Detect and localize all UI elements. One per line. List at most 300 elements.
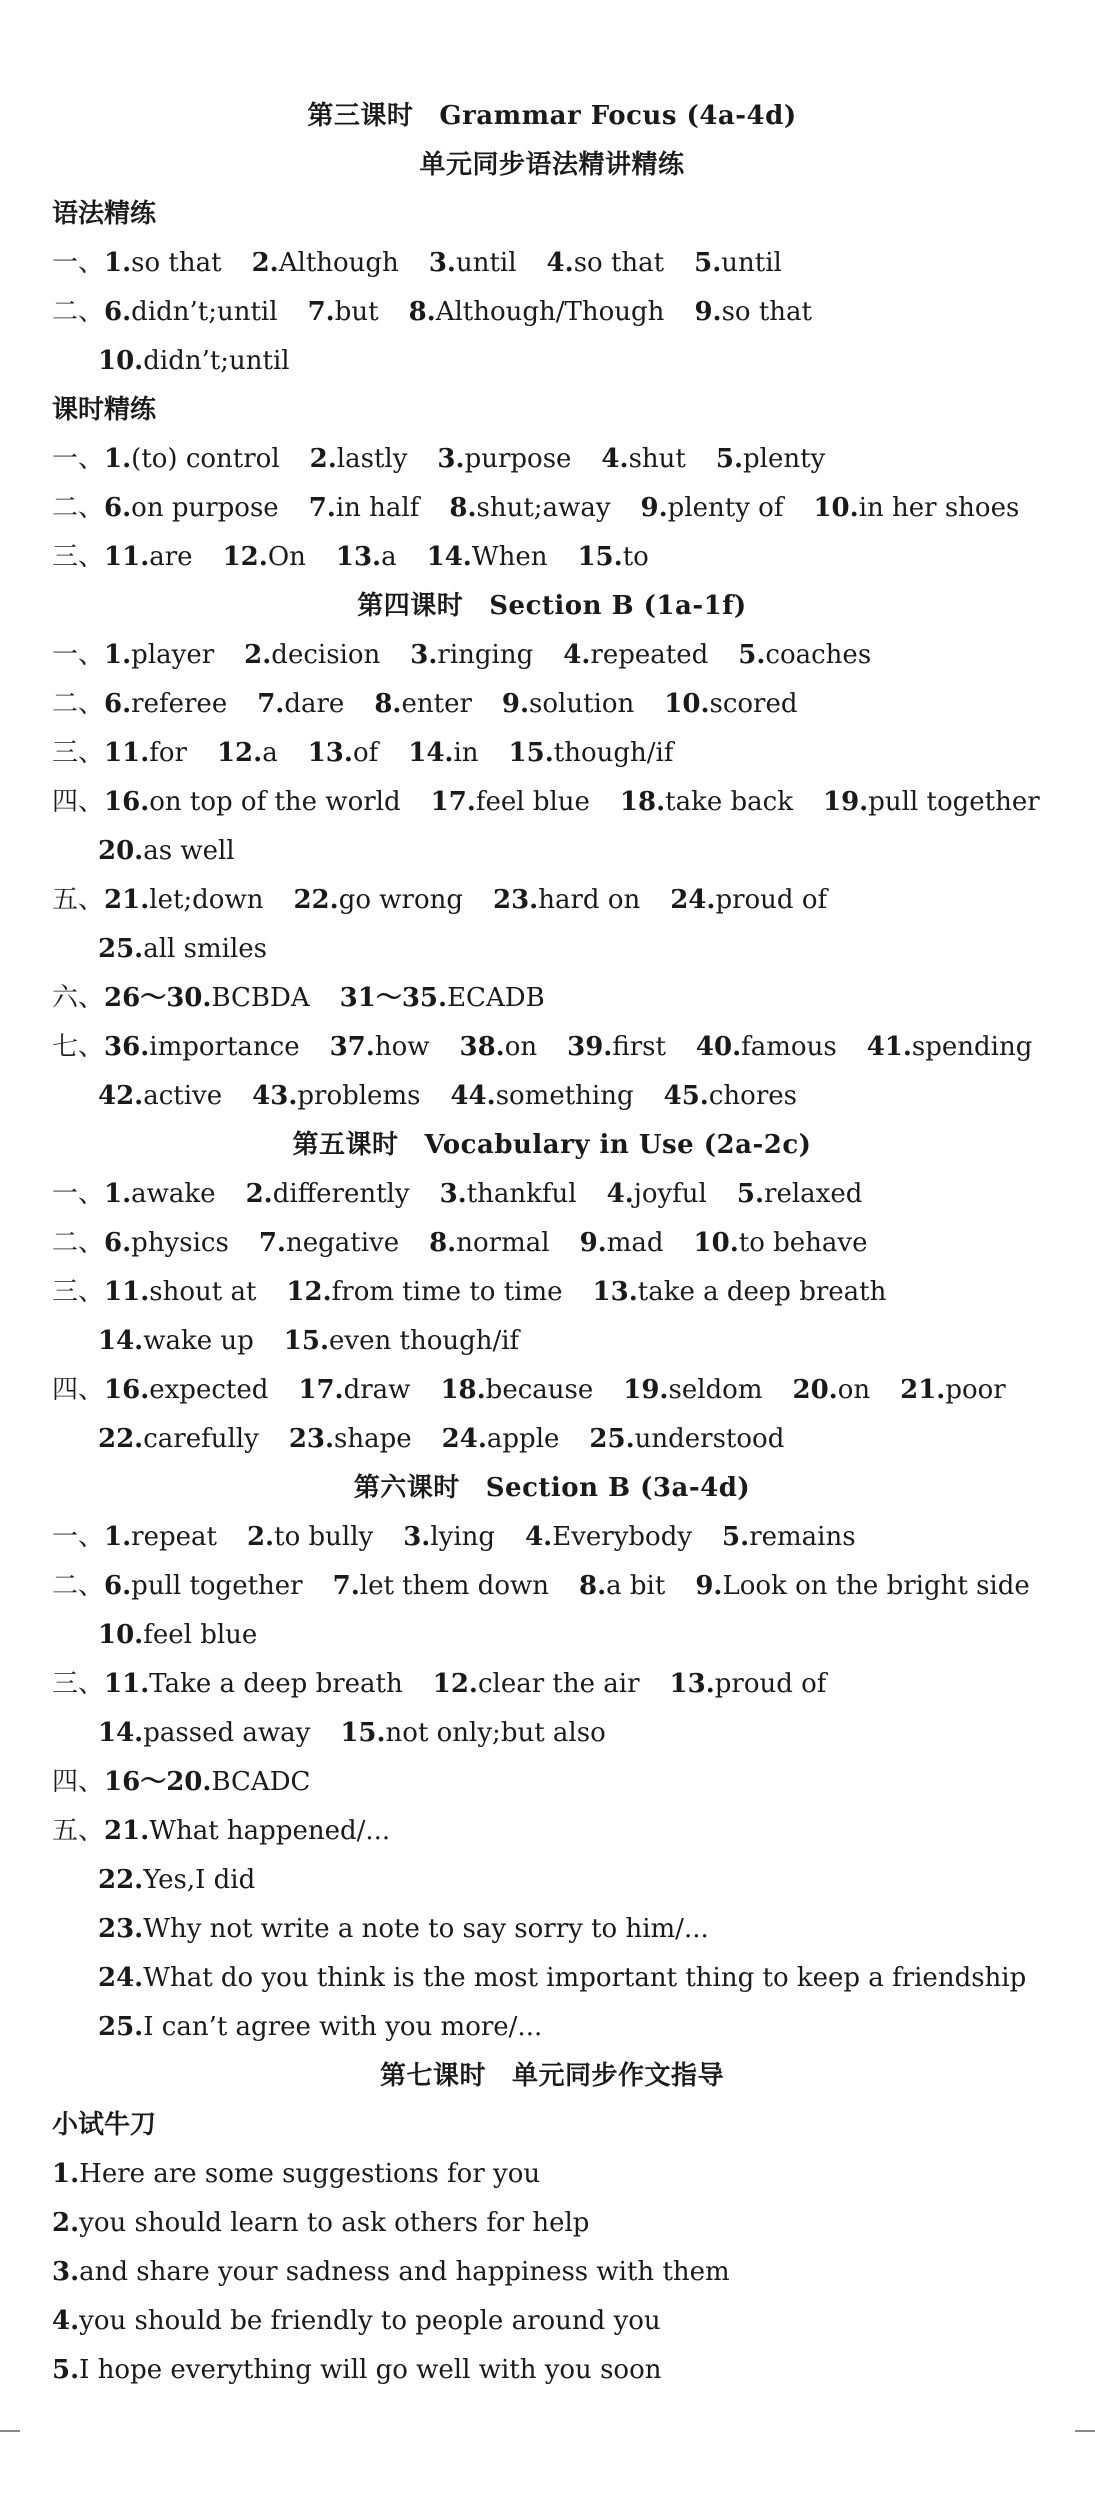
question-number: 40.: [695, 1032, 742, 1062]
question-number: 4.: [546, 248, 574, 278]
answer-item: [104, 1170, 216, 1219]
question-number: 11.: [104, 1277, 150, 1307]
answer-text: Look on the bright side: [722, 1571, 1030, 1601]
answer-text: apple: [486, 1424, 560, 1454]
answer-text: Why not write a note to say sorry to him/...: [143, 1914, 709, 1944]
answer-item: [104, 484, 279, 533]
answer-text: spending: [911, 1032, 1033, 1062]
answer-text: repeat: [131, 1522, 217, 1552]
question-number: 24.: [441, 1424, 487, 1454]
answer-item: [695, 1562, 1029, 1611]
question-number: 20.: [792, 1375, 838, 1405]
answer-item: [589, 1415, 784, 1464]
answer-item: [104, 680, 227, 729]
question-number: 42.: [98, 1081, 144, 1111]
answer-item: [450, 1072, 633, 1121]
answer-text: a bit: [606, 1571, 666, 1601]
question-number: 6.: [104, 689, 132, 719]
answer-text: dare: [284, 689, 345, 719]
question-number: 25.: [98, 2012, 144, 2042]
answer-item: [737, 1170, 862, 1219]
question-number: 8.: [578, 1571, 607, 1601]
answer-item: [246, 1170, 410, 1219]
question-number: 8.: [408, 297, 436, 327]
answer-line: [52, 925, 1052, 974]
answer-item: [459, 1023, 537, 1072]
answer-line: [52, 827, 1052, 876]
answer-text: shut;away: [476, 493, 611, 523]
answer-text: problems: [297, 1081, 421, 1111]
answer-item: [252, 239, 399, 288]
question-number: 14.: [98, 1718, 144, 1748]
question-number: 24.: [670, 885, 716, 915]
answer-text: enter: [401, 689, 472, 719]
answer-line: [52, 239, 1052, 288]
answer-line: [52, 1317, 1052, 1366]
answer-text: Yes,I did: [143, 1865, 256, 1895]
answer-item: [403, 1513, 495, 1562]
question-number: 1.: [104, 1179, 132, 1209]
answer-text: first: [612, 1032, 666, 1062]
answer-item: [694, 239, 782, 288]
question-number: 9.: [695, 1571, 723, 1601]
answer-text: I can’t agree with you more/...: [143, 2012, 543, 2042]
question-number: 7.: [257, 689, 285, 719]
section-title: [52, 92, 1052, 141]
question-group-prefix: 一、: [52, 1179, 105, 1209]
question-number: 1.: [104, 1522, 132, 1552]
question-group-prefix: 二、: [52, 297, 105, 327]
question-number: 41.: [866, 1032, 912, 1062]
answer-text: a: [381, 542, 397, 572]
answer-text: clear the air: [477, 1669, 640, 1699]
question-number: 7.: [258, 1228, 286, 1258]
answer-item: [792, 1366, 870, 1415]
answer-item: [429, 239, 517, 288]
question-number: 3.: [52, 2257, 80, 2287]
answer-item: [52, 2297, 661, 2346]
answer-text: on top of the world: [149, 787, 401, 817]
answer-text: hard on: [538, 885, 641, 915]
answer-text: draw: [343, 1375, 411, 1405]
question-number: 4.: [601, 444, 629, 474]
answer-line: [52, 533, 1052, 582]
answer-text: let;down: [149, 885, 264, 915]
answer-item: [98, 1415, 259, 1464]
question-number: 15.: [577, 542, 623, 572]
question-number: 16～20.: [104, 1767, 212, 1797]
question-number: 15.: [340, 1718, 386, 1748]
answer-text: in half: [335, 493, 420, 523]
answer-item: [308, 729, 379, 778]
question-number: 15.: [283, 1326, 330, 1356]
section-title-text: 单元同步作文指导: [512, 2061, 725, 2091]
answer-item: [104, 1660, 403, 1709]
answer-item: [664, 1072, 797, 1121]
question-number: 2.: [251, 248, 279, 278]
question-number: 14.: [98, 1326, 144, 1356]
question-group-prefix: 二、: [52, 493, 105, 523]
page-edge-mark-left: [0, 2430, 20, 2432]
question-number: 13.: [307, 738, 353, 768]
question-group-prefix: 二、: [52, 1571, 105, 1601]
answer-item: [217, 729, 278, 778]
answer-text: (to) control: [131, 444, 280, 474]
question-number: 10.: [693, 1228, 739, 1258]
answer-text: thankful: [466, 1179, 577, 1209]
section-title-text: Section B (3a-4d): [485, 1473, 751, 1503]
answer-line: [52, 1709, 1052, 1758]
answer-item: [244, 631, 380, 680]
answer-item: [104, 239, 222, 288]
section-title-text: 第三课时: [307, 101, 414, 131]
question-number: 43.: [252, 1081, 298, 1111]
answer-text: though/if: [553, 738, 674, 768]
answer-line: [52, 1611, 1052, 1660]
question-number: 12.: [216, 738, 263, 768]
question-number: 12.: [432, 1669, 478, 1699]
subsection-label: 语法精练: [52, 199, 157, 229]
answer-item: [98, 1905, 709, 1954]
answer-item: [104, 631, 214, 680]
answer-item: [716, 435, 825, 484]
question-number: 3.: [437, 444, 465, 474]
answer-item: [223, 533, 306, 582]
question-number: 5.: [715, 444, 744, 474]
answer-text: BCBDA: [211, 983, 310, 1013]
section-title: [52, 2052, 1052, 2101]
question-number: 36.: [104, 1032, 150, 1062]
answer-text: so that: [721, 297, 812, 327]
question-number: 10.: [664, 689, 710, 719]
answer-item: [429, 1219, 549, 1268]
question-number: 23.: [98, 1914, 144, 1944]
answer-line: [52, 1758, 1052, 1807]
answer-text: What happened/...: [149, 1816, 391, 1846]
answer-line: [52, 1366, 1052, 1415]
answer-text: remains: [749, 1522, 856, 1552]
question-number: 17.: [430, 787, 476, 817]
answer-text: Everybody: [552, 1522, 693, 1552]
question-number: 22.: [98, 1865, 144, 1895]
answer-item: [98, 2003, 542, 2052]
answer-item: [900, 1366, 1006, 1415]
question-number: 44.: [450, 1081, 496, 1111]
question-number: 13.: [592, 1277, 638, 1307]
question-group-prefix: 四、: [52, 1767, 105, 1797]
question-number: 1.: [104, 640, 132, 670]
answer-text: to: [622, 542, 649, 572]
answer-item: [259, 1219, 399, 1268]
question-number: 11.: [104, 542, 150, 572]
answer-text: purpose: [464, 444, 572, 474]
subsection-label: 课时精练: [52, 395, 157, 425]
question-group-prefix: 三、: [52, 1277, 105, 1307]
question-group-prefix: 三、: [52, 738, 105, 768]
answer-text: lying: [430, 1522, 496, 1552]
answer-line: [52, 1562, 1052, 1611]
answer-text: so that: [131, 248, 222, 278]
answer-text: until: [721, 248, 782, 278]
answer-item: [664, 680, 797, 729]
answer-text: ringing: [437, 640, 534, 670]
answer-text: I hope everything will go well with you soon: [79, 2355, 662, 2385]
answer-text: Take a deep breath: [149, 1669, 403, 1699]
section-title: [52, 1121, 1052, 1170]
answer-text: go wrong: [338, 885, 463, 915]
answer-text: joyful: [633, 1179, 707, 1209]
question-number: 5.: [738, 640, 766, 670]
question-number: 18.: [619, 787, 666, 817]
answer-text: you should be friendly to people around you: [79, 2306, 661, 2336]
answer-text: didn’t;until: [131, 297, 278, 327]
section-title-text: 第五课时: [292, 1130, 399, 1160]
subsection-label: 小试牛刀: [52, 2110, 157, 2140]
answer-line: [52, 1170, 1052, 1219]
answer-line: [52, 631, 1052, 680]
answer-text: take back: [665, 787, 793, 817]
answer-text: relaxed: [764, 1179, 863, 1209]
question-group-prefix: 二、: [52, 689, 105, 719]
answer-text: even though/if: [329, 1326, 520, 1356]
answer-line: [52, 337, 1052, 386]
answer-item: [252, 1072, 420, 1121]
question-number: 31～35.: [339, 983, 448, 1013]
question-number: 21.: [900, 1375, 946, 1405]
answer-line: [52, 778, 1052, 827]
question-number: 6.: [104, 1228, 132, 1258]
question-number: 4.: [525, 1522, 553, 1552]
question-group-prefix: 二、: [52, 1228, 105, 1258]
answer-text: referee: [131, 689, 228, 719]
question-number: 12.: [222, 542, 268, 572]
question-number: 4.: [606, 1179, 634, 1209]
answer-item: [308, 288, 379, 337]
answer-text: decision: [271, 640, 381, 670]
question-number: 2.: [244, 640, 272, 670]
question-number: 17.: [298, 1375, 344, 1405]
answer-text: to bully: [274, 1522, 374, 1552]
question-group-prefix: 七、: [52, 1032, 105, 1062]
answer-text: until: [455, 248, 517, 278]
answer-text: On: [267, 542, 306, 572]
answer-item: [293, 876, 463, 925]
section-title-text: Section B (1a-1f): [489, 591, 747, 621]
question-group-prefix: 一、: [52, 248, 105, 278]
answer-item: [867, 1023, 1033, 1072]
question-number: 9.: [501, 689, 530, 719]
answer-item: [340, 974, 545, 1023]
answer-item: [330, 1023, 430, 1072]
question-number: 24.: [98, 1963, 144, 1993]
answer-item: [98, 1072, 222, 1121]
question-number: 38.: [459, 1032, 505, 1062]
question-number: 3.: [403, 1522, 431, 1552]
question-group-prefix: 五、: [52, 1816, 105, 1846]
answer-item: [247, 1513, 373, 1562]
question-group-prefix: 六、: [52, 983, 105, 1013]
answer-text: What do you think is the most important thing to keep a friendship: [143, 1963, 1027, 1993]
question-group-prefix: 一、: [52, 640, 105, 670]
answer-text: are: [149, 542, 193, 572]
answer-item: [433, 1660, 640, 1709]
answer-item: [410, 631, 533, 680]
answer-item: [601, 435, 685, 484]
question-number: 10.: [98, 1620, 144, 1650]
answer-item: [440, 1170, 577, 1219]
answer-text: physics: [131, 1228, 229, 1258]
answer-text: you should learn to ask others for help: [79, 2208, 590, 2238]
question-number: 14.: [426, 542, 472, 572]
question-number: 2.: [245, 1179, 273, 1209]
answer-item: [298, 1366, 410, 1415]
answer-item: [340, 1709, 605, 1758]
question-number: 3.: [410, 640, 438, 670]
question-number: 16.: [104, 1375, 150, 1405]
question-group-prefix: 三、: [52, 1669, 105, 1699]
question-number: 21.: [104, 1816, 150, 1846]
question-number: 6.: [104, 1571, 132, 1601]
section-title-text: Vocabulary in Use (2a-2c): [424, 1130, 812, 1160]
answer-line: [52, 2346, 1052, 2395]
answer-text: how: [374, 1032, 430, 1062]
answer-line: [52, 1415, 1052, 1464]
question-number: 2.: [246, 1522, 275, 1552]
question-number: 13.: [335, 542, 382, 572]
question-number: 6.: [104, 297, 132, 327]
answer-text: all smiles: [143, 934, 267, 964]
answer-item: [104, 1562, 303, 1611]
answer-text: let them down: [359, 1571, 549, 1601]
answer-text: player: [131, 640, 215, 670]
answer-item: [104, 1023, 300, 1072]
question-number: 9.: [579, 1228, 607, 1258]
answer-item: [694, 288, 812, 337]
answer-line: [52, 974, 1052, 1023]
answer-text: from time to time: [331, 1277, 563, 1307]
page-edge-mark-right: [1075, 2430, 1095, 2432]
answer-text: a: [262, 738, 278, 768]
answer-item: [104, 1268, 256, 1317]
answer-text: active: [143, 1081, 223, 1111]
question-number: 12.: [286, 1277, 332, 1307]
answer-text: not only;but also: [385, 1718, 606, 1748]
section-title-text: 第六课时: [353, 1473, 460, 1503]
question-group-prefix: 三、: [52, 542, 105, 572]
question-number: 18.: [440, 1375, 486, 1405]
question-number: 9.: [640, 493, 668, 523]
question-number: 22.: [293, 885, 339, 915]
answer-text: but: [334, 297, 379, 327]
section-title: [52, 1464, 1052, 1513]
answer-item: [52, 2346, 661, 2395]
question-number: 7.: [307, 297, 335, 327]
question-number: 22.: [98, 1424, 144, 1454]
question-number: 7.: [308, 493, 336, 523]
answer-text: in her shoes: [858, 493, 1020, 523]
question-number: 20.: [98, 836, 144, 866]
answer-text: to behave: [738, 1228, 868, 1258]
answer-item: [620, 778, 793, 827]
answer-text: because: [485, 1375, 594, 1405]
answer-text: lastly: [336, 444, 408, 474]
question-number: 25.: [589, 1424, 635, 1454]
answer-text: BCADC: [211, 1767, 311, 1797]
answer-item: [493, 876, 640, 925]
answer-text: didn’t;until: [143, 346, 290, 376]
answer-item: [694, 1219, 868, 1268]
answer-line: [52, 2297, 1052, 2346]
question-number: 37.: [329, 1032, 375, 1062]
question-number: 1.: [52, 2159, 80, 2189]
section-title-text: 第七课时: [379, 2061, 486, 2091]
question-number: 5.: [736, 1179, 765, 1209]
answer-item: [104, 729, 187, 778]
answer-item: [286, 1268, 562, 1317]
answer-text: for: [149, 738, 187, 768]
answer-item: [449, 484, 610, 533]
section-title-text: 第四课时: [357, 591, 464, 621]
answer-item: [104, 1513, 217, 1562]
section-title: [52, 141, 1052, 190]
answer-line: [52, 1660, 1052, 1709]
answer-text: awake: [131, 1179, 216, 1209]
answer-item: [509, 729, 674, 778]
answer-text: repeated: [590, 640, 709, 670]
question-number: 8.: [429, 1228, 457, 1258]
answer-line: [52, 876, 1052, 925]
answer-item: [580, 1219, 664, 1268]
answer-line: [52, 2150, 1052, 2199]
answer-item: [547, 239, 665, 288]
answer-item: [738, 631, 871, 680]
question-number: 11.: [104, 738, 150, 768]
answer-line: [52, 1219, 1052, 1268]
answer-text: Although/Though: [435, 297, 665, 327]
answer-item: [442, 1415, 560, 1464]
question-number: 23.: [493, 885, 539, 915]
answer-item: [104, 1219, 229, 1268]
question-number: 5.: [694, 248, 722, 278]
answer-item: [52, 2199, 589, 2248]
answer-text: feel blue: [143, 1620, 258, 1650]
question-number: 11.: [104, 1669, 150, 1699]
question-number: 10.: [98, 346, 144, 376]
answer-text: Here are some suggestions for you: [79, 2159, 541, 2189]
answer-item: [104, 974, 310, 1023]
answer-text: importance: [149, 1032, 300, 1062]
answer-item: [333, 1562, 549, 1611]
answer-line: [52, 1905, 1052, 1954]
answer-item: [437, 435, 571, 484]
question-number: 25.: [98, 934, 144, 964]
question-number: 7.: [332, 1571, 360, 1601]
answer-item: [593, 1268, 887, 1317]
answer-item: [104, 533, 193, 582]
question-number: 26～30.: [104, 983, 212, 1013]
answer-item: [98, 1611, 257, 1660]
question-group-prefix: 一、: [52, 444, 105, 474]
answer-text: shape: [334, 1424, 412, 1454]
question-number: 16.: [104, 787, 150, 817]
answer-item: [440, 1366, 593, 1415]
answer-item: [98, 1709, 310, 1758]
answer-item: [696, 1023, 837, 1072]
answer-text: scored: [709, 689, 798, 719]
answer-item: [52, 2150, 540, 2199]
question-number: 5.: [52, 2355, 80, 2385]
question-number: 14.: [408, 738, 454, 768]
